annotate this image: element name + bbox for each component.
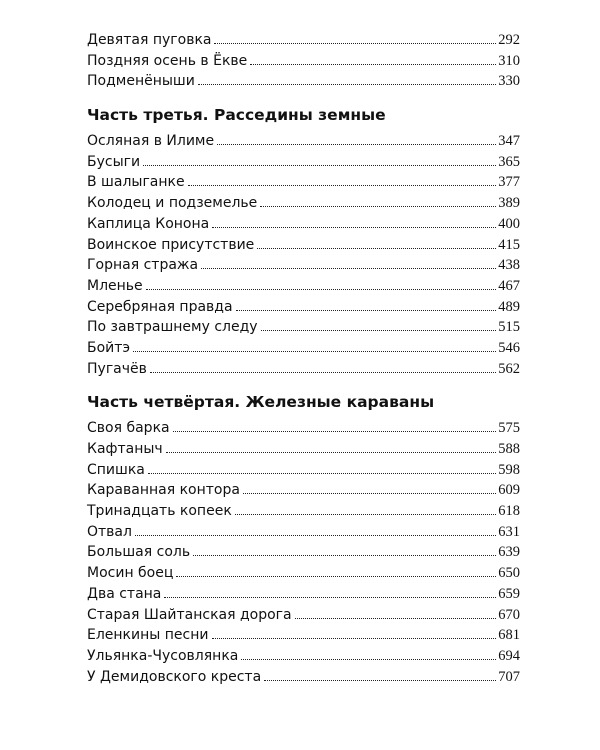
toc-entry-title: Еленкины песни xyxy=(87,627,209,644)
toc-entry-title: Пугачёв xyxy=(87,360,147,377)
toc-entry xyxy=(87,584,520,605)
toc-entry-title: Кафтаныч xyxy=(87,441,163,457)
toc-dot-leader xyxy=(257,248,496,249)
toc-entry-page: 659 xyxy=(498,585,520,602)
toc-entry xyxy=(87,439,520,460)
toc-entry-title: Поздняя осень в Ёкве xyxy=(87,52,248,69)
toc-entry-title: По завтрашнему следу xyxy=(87,319,258,336)
toc-dot-leader xyxy=(261,330,497,331)
toc-entry-page: 650 xyxy=(498,565,520,582)
toc-entry-page: 707 xyxy=(498,668,520,685)
toc-entry-page: 377 xyxy=(498,174,520,191)
toc-entry xyxy=(87,625,520,646)
toc-entry-title: Воинское присутствие xyxy=(87,236,255,253)
part-four-heading: Часть четвёртая. Железные караваны xyxy=(87,393,435,412)
toc-dot-leader xyxy=(260,206,496,207)
toc-entry-page: 389 xyxy=(498,195,520,212)
toc-dot-leader xyxy=(146,289,497,290)
toc-dot-leader xyxy=(198,84,496,85)
toc-entry xyxy=(87,214,520,235)
toc-dot-leader xyxy=(148,473,496,474)
toc-dot-leader xyxy=(150,372,496,373)
toc-entry-title: Подменёныши xyxy=(87,73,195,90)
toc-dot-leader xyxy=(212,227,496,228)
toc-dot-leader xyxy=(201,268,496,269)
toc-entry-page: 310 xyxy=(498,52,520,69)
toc-entry-title: Своя барка xyxy=(87,420,170,437)
toc-dot-leader xyxy=(164,597,496,598)
toc-entry xyxy=(87,359,520,380)
toc-dot-leader xyxy=(166,452,497,453)
toc-entry-page: 400 xyxy=(498,215,520,232)
toc-entry-page: 292 xyxy=(498,32,520,48)
toc-entry xyxy=(87,71,520,92)
toc-dot-leader xyxy=(176,576,496,577)
toc-dot-leader xyxy=(235,514,496,515)
toc-dot-leader xyxy=(243,493,496,494)
toc-entry xyxy=(87,172,520,193)
toc-entry xyxy=(87,646,520,667)
toc-dot-leader xyxy=(236,310,497,311)
toc-dot-leader xyxy=(133,351,496,352)
toc-entry xyxy=(87,501,520,522)
toc-entry-page: 618 xyxy=(498,503,520,520)
toc-dot-leader xyxy=(264,680,496,681)
toc-entry-title: Караванная контора xyxy=(87,482,240,499)
toc-entry-title: Осляная в Илиме xyxy=(87,133,215,150)
toc-entry-title: Тринадцать копеек xyxy=(87,503,232,520)
toc-entry-title: Девятая пуговка xyxy=(87,32,212,48)
toc-dot-leader xyxy=(193,555,496,556)
toc-entry-page: 694 xyxy=(498,647,520,664)
toc-dot-leader xyxy=(143,165,496,166)
toc-entry-page: 670 xyxy=(498,606,520,623)
toc-entry-page: 562 xyxy=(498,360,520,377)
toc-entry-page: 681 xyxy=(498,627,520,644)
toc-entry-page: 489 xyxy=(498,298,520,315)
toc-entry-page: 347 xyxy=(498,133,520,150)
toc-entry-page: 598 xyxy=(498,461,520,478)
toc-entry xyxy=(87,563,520,584)
toc-entry-page: 631 xyxy=(498,523,520,540)
toc-entry-page: 575 xyxy=(498,420,520,437)
toc-entry-title: Старая Шайтанская дорога xyxy=(87,606,292,623)
toc-entry xyxy=(87,338,520,359)
toc-entry xyxy=(87,276,520,297)
toc-dot-leader xyxy=(188,185,497,186)
toc-entry xyxy=(87,30,520,51)
toc-entry-title: Спишка xyxy=(87,461,145,478)
toc-entry-title: Бусыги xyxy=(87,153,141,170)
toc-dot-leader xyxy=(250,64,496,65)
toc-entry xyxy=(87,193,520,214)
toc-entry-title: Серебряная правда xyxy=(87,298,233,315)
toc-dot-leader xyxy=(241,659,496,660)
toc-entry xyxy=(87,51,520,72)
toc-dot-leader xyxy=(173,431,497,432)
toc-dot-leader xyxy=(214,43,496,44)
toc-dot-leader xyxy=(135,535,496,536)
toc-entry xyxy=(87,460,520,481)
toc-entry-title: Бойтэ xyxy=(87,339,131,356)
toc-entry xyxy=(87,235,520,256)
toc-entry-title: Ульянка-Чусовлянка xyxy=(87,647,239,664)
toc-entry-title: Мосин боец xyxy=(87,565,174,582)
table-of-contents-page xyxy=(87,30,520,687)
toc-entry xyxy=(87,667,520,688)
toc-entry-page: 467 xyxy=(498,277,520,294)
toc-entry xyxy=(87,317,520,338)
toc-entry-title: Горная стража xyxy=(87,257,199,274)
toc-entry xyxy=(87,297,520,318)
toc-entry-title: Два стана xyxy=(87,585,162,602)
toc-entry-page: 609 xyxy=(498,482,520,499)
toc-entry xyxy=(87,522,520,543)
toc-dot-leader xyxy=(295,618,497,619)
toc-part-four-list xyxy=(87,418,520,687)
toc-entry xyxy=(87,605,520,626)
toc-continued-list xyxy=(87,30,520,92)
toc-dot-leader xyxy=(217,144,496,145)
toc-entry-title: В шалыганке xyxy=(87,174,185,191)
toc-entry-page: 415 xyxy=(498,236,520,253)
toc-entry xyxy=(87,542,520,563)
toc-part-three-list xyxy=(87,131,520,379)
part-three-heading: Часть третья. Расседины земные xyxy=(87,106,386,125)
toc-entry xyxy=(87,152,520,173)
toc-entry-title: У Демидовского креста xyxy=(87,668,262,685)
toc-dot-leader xyxy=(212,638,497,639)
toc-entry-title: Каплица Конона xyxy=(87,215,210,232)
toc-entry xyxy=(87,480,520,501)
toc-entry-page: 639 xyxy=(498,544,520,561)
toc-entry-title: Отвал xyxy=(87,523,132,540)
toc-entry-page: 365 xyxy=(498,153,520,170)
toc-entry xyxy=(87,255,520,276)
toc-entry-title: Мленье xyxy=(87,277,143,294)
toc-entry xyxy=(87,418,520,439)
toc-entry-page: 546 xyxy=(498,339,520,356)
toc-entry-page: 330 xyxy=(498,73,520,90)
toc-entry-page: 438 xyxy=(498,257,520,274)
toc-entry-title: Колодец и подземелье xyxy=(87,195,258,212)
toc-entry-page: 588 xyxy=(498,441,520,457)
toc-entry-page: 515 xyxy=(498,319,520,336)
toc-entry-title: Большая соль xyxy=(87,544,191,561)
toc-entry xyxy=(87,131,520,152)
